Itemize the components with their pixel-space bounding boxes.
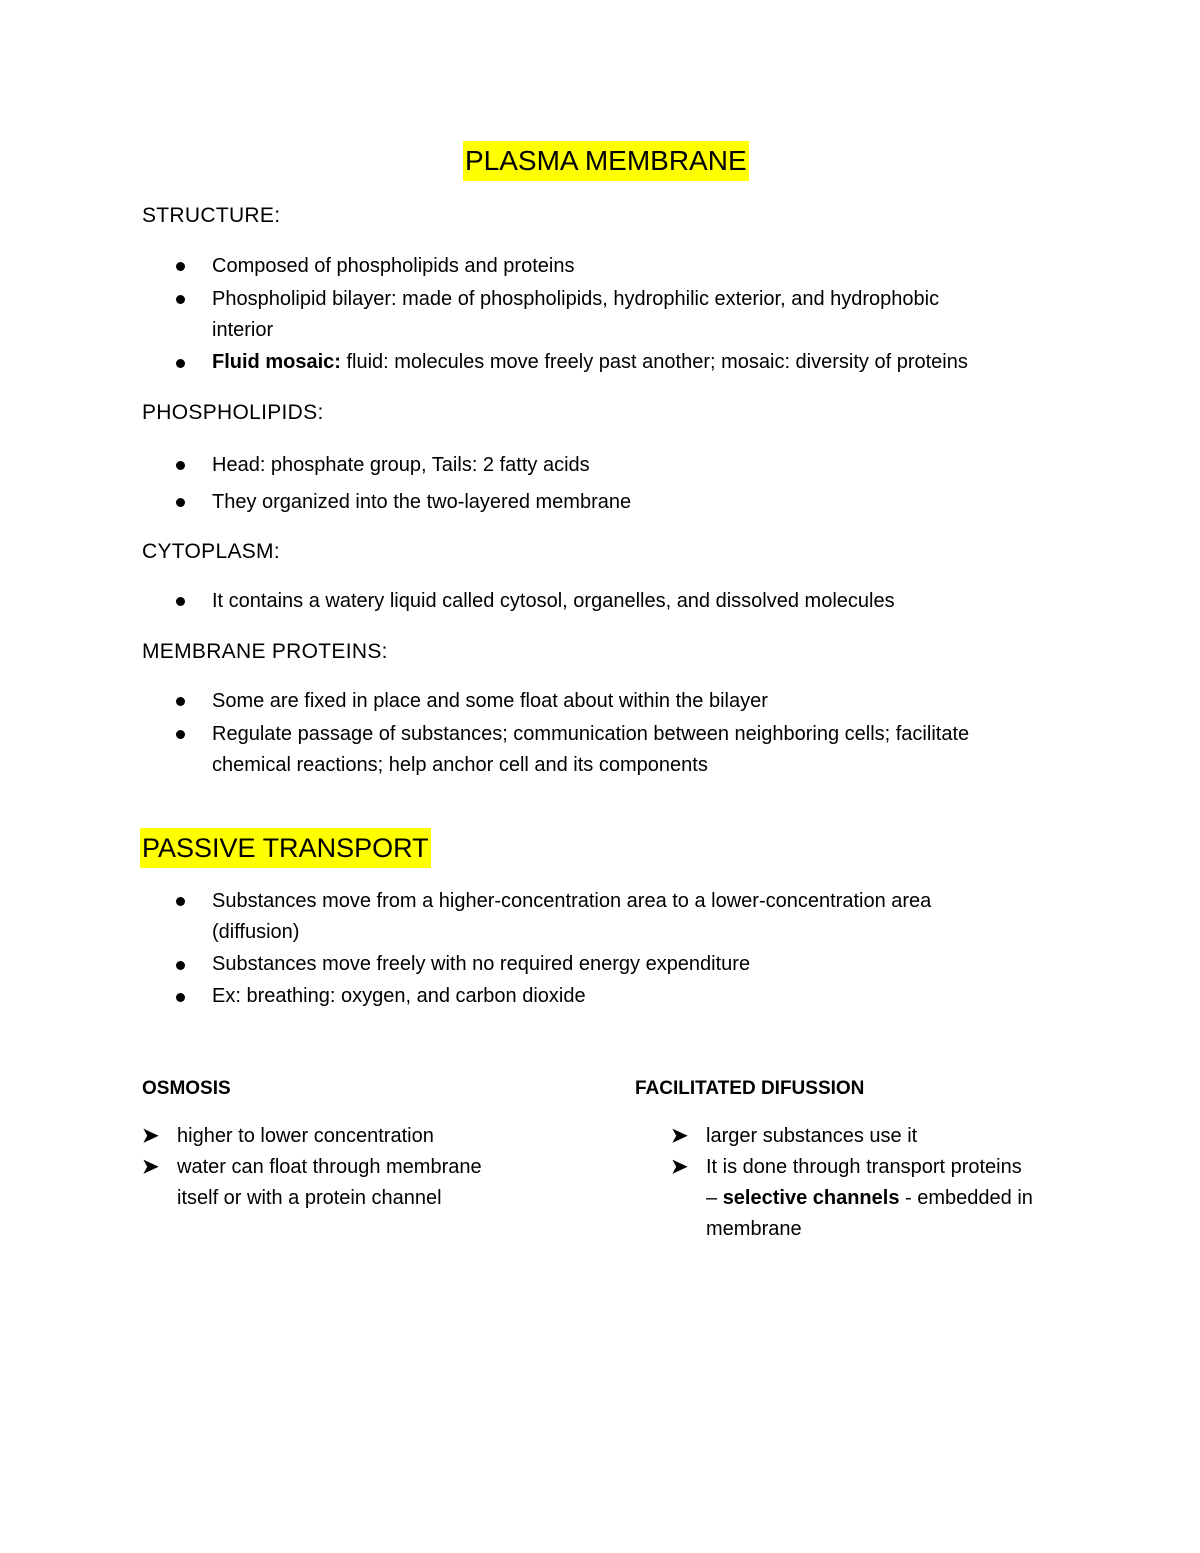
arrowhead-bullet-icon: ➤ <box>142 1156 159 1178</box>
arrowhead-bullet-icon: ➤ <box>671 1125 688 1147</box>
section-heading-osmosis: OSMOSIS <box>142 1078 231 1099</box>
bullet-icon <box>176 897 185 906</box>
bullet-icon <box>176 961 185 970</box>
list-item-continuation: chemical reactions; help anchor cell and its components <box>212 754 708 776</box>
list-item: Composed of phospholipids and proteins <box>212 255 575 277</box>
list-item: Ex: breathing: oxygen, and carbon dioxide <box>212 985 586 1007</box>
section-heading-passive-transport: PASSIVE TRANSPORT <box>140 828 431 868</box>
page-title: PLASMA MEMBRANE <box>463 141 749 181</box>
list-item: They organized into the two-layered membrane <box>212 491 632 513</box>
bullet-icon <box>176 597 185 606</box>
bullet-icon <box>176 461 185 470</box>
list-item-continuation: membrane <box>706 1218 802 1240</box>
list-item-continuation <box>706 1183 1033 1214</box>
section-heading-facilitated-diffusion: FACILITATED DIFUSSION <box>635 1078 865 1099</box>
list-item: Head: phosphate group, Tails: 2 fatty acids <box>212 454 590 476</box>
list-item: larger substances use it <box>706 1125 918 1147</box>
list-item-continuation: itself or with a protein channel <box>177 1187 442 1209</box>
list-item: water can float through membrane <box>177 1156 482 1178</box>
list-item: Phospholipid bilayer: made of phospholipids, hydrophilic exterior, and hydrophobic <box>212 288 940 310</box>
continuation-text: - embedded in <box>899 1187 1033 1209</box>
definition-text: fluid: molecules move freely past another; mosaic: diversity of proteins <box>340 351 968 373</box>
list-item: Substances move from a higher-concentration area to a lower-concentration area <box>212 890 932 912</box>
bullet-icon <box>176 697 185 706</box>
list-item: Regulate passage of substances; communication between neighboring cells; facilitate <box>212 723 970 745</box>
bullet-icon <box>176 359 185 368</box>
section-heading-phospholipids: PHOSPHOLIPIDS: <box>142 401 324 424</box>
list-item <box>212 347 968 378</box>
bullet-icon <box>176 295 185 304</box>
section-heading-structure: STRUCTURE: <box>142 204 281 227</box>
arrowhead-bullet-icon: ➤ <box>142 1125 159 1147</box>
bullet-icon <box>176 262 185 271</box>
list-item-continuation: interior <box>212 319 274 341</box>
list-item: It is done through transport proteins <box>706 1156 1022 1178</box>
term-selective-channels: selective channels <box>722 1187 900 1209</box>
bullet-icon <box>176 730 185 739</box>
term-fluid-mosaic: Fluid mosaic: <box>212 351 341 373</box>
list-item: Some are fixed in place and some float about within the bilayer <box>212 690 768 712</box>
list-item: It contains a watery liquid called cytosol, organelles, and dissolved molecules <box>212 590 895 612</box>
section-heading-cytoplasm: CYTOPLASM: <box>142 540 280 563</box>
section-heading-membrane-proteins: MEMBRANE PROTEINS: <box>142 640 388 663</box>
dash-text: – <box>706 1187 723 1209</box>
list-item: Substances move freely with no required energy expenditure <box>212 953 751 975</box>
arrowhead-bullet-icon: ➤ <box>671 1156 688 1178</box>
list-item: higher to lower concentration <box>177 1125 434 1147</box>
bullet-icon <box>176 498 185 507</box>
bullet-icon <box>176 993 185 1002</box>
list-item-continuation: (diffusion) <box>212 921 300 943</box>
